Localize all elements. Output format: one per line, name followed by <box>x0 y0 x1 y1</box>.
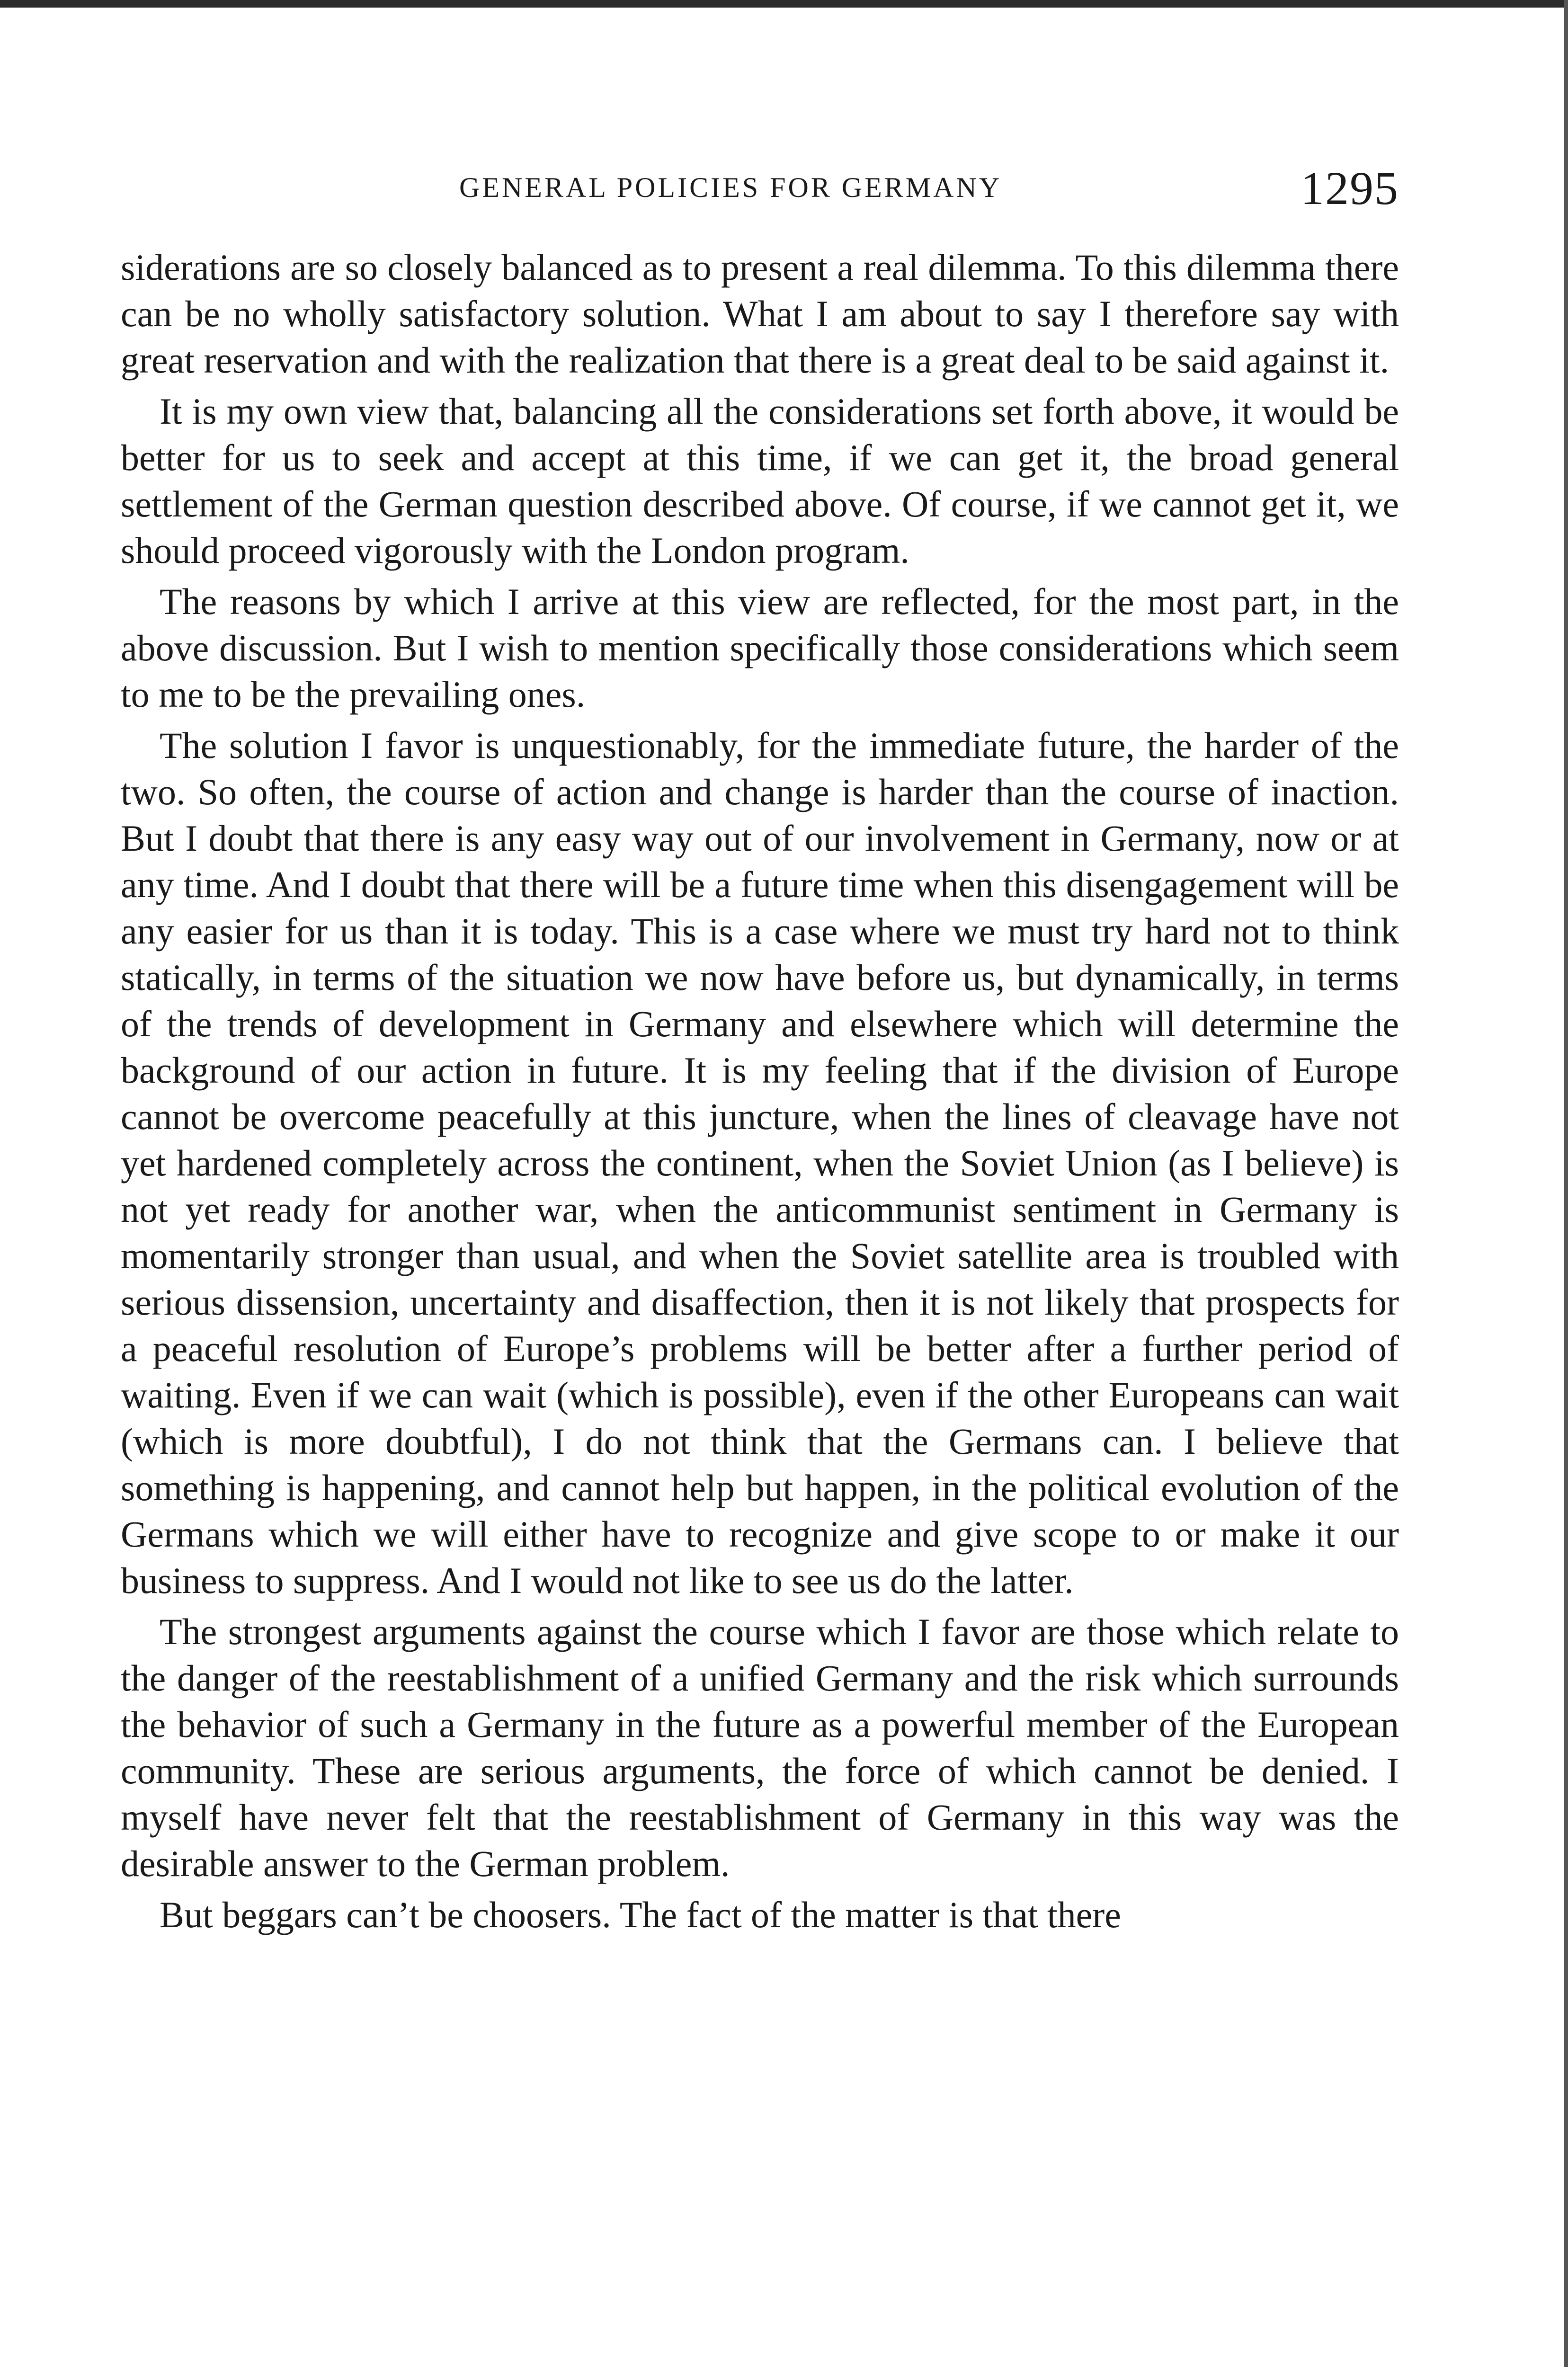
paragraph: It is my own view that, balancing all the considerations set forth above, it would be better for us to seek and accept at this time, if we can get it, the broad general settlement of the German question described above. Of course, if we cannot get it, we should proceed vigorously with the London program. <box>121 391 1399 571</box>
page-number: 1295 <box>1301 162 1399 214</box>
paragraph: But beggars can’t be choosers. The fact of the matter is that there <box>160 1894 1121 1935</box>
scan-top-edge <box>0 0 1568 8</box>
paragraph-continuation: siderations are so closely balanced as to present a real dilemma. To this dilemma there can be no wholly satisfactory solution. What I am about to say I therefore say with great reservation and with the realization that there is a great deal to be said against it. <box>121 247 1399 381</box>
running-head <box>121 161 1399 227</box>
document-page <box>121 161 1399 1938</box>
paragraph: The strongest arguments against the course which I favor are those which relate to the danger of the reestablishment of a unified Germany and the risk which surrounds the behavior of such a Germany in the future as a powerful member of the European community. These are serious arguments, the force of which cannot be denied. I myself have never felt that the reestablishment of Germany in this way was the desirable answer to the German problem. <box>121 1611 1399 1884</box>
body-text <box>121 244 1399 1938</box>
running-title: GENERAL POLICIES FOR GERMANY <box>459 172 1002 203</box>
paragraph: The solution I favor is unquestionably, for the immediate future, the harder of the two. So often, the course of action and change is harder than the course of inaction. But I doubt that there is any easy way out of our involvement in Germany, now or at any time. And I doubt that there will be a future time when this disengagement will be any easier for us than it is today. This is a case where we must try hard not to think statically, in terms of the situation we now have before us, but dynamically, in terms of the trends of development in Germany and elsewhere which will determine the background of our action in future. It is my feeling that if the division of Europe cannot be overcome peacefully at this juncture, when the lines of cleavage have not yet hardened completely across the continent, when the Soviet Union (as I believe) is not yet ready for another war, when the anticommunist sentiment in Germany is momentarily stronger than usual, and when the Soviet satellite area is troubled with serious dissension, uncertainty and disaffection, then it is not likely that prospects for a peaceful resolution of Europe’s problems will be better after a further period of waiting. Even if we can wait (which is possible), even if the other Europeans can wait (which is more doubtful), I do not think that the Germans can. I believe that something is happening, and cannot help but happen, in the political evolution of the Germans which we will either have to recognize and give scope to or make it our business to suppress. And I would not like to see us do the latter. <box>121 725 1399 1601</box>
scan-right-edge <box>1564 0 1568 2367</box>
paragraph: The reasons by which I arrive at this view are reflected, for the most part, in the above discussion. But I wish to mention specifically those considerations which seem to me to be the prevailing ones. <box>121 581 1399 715</box>
